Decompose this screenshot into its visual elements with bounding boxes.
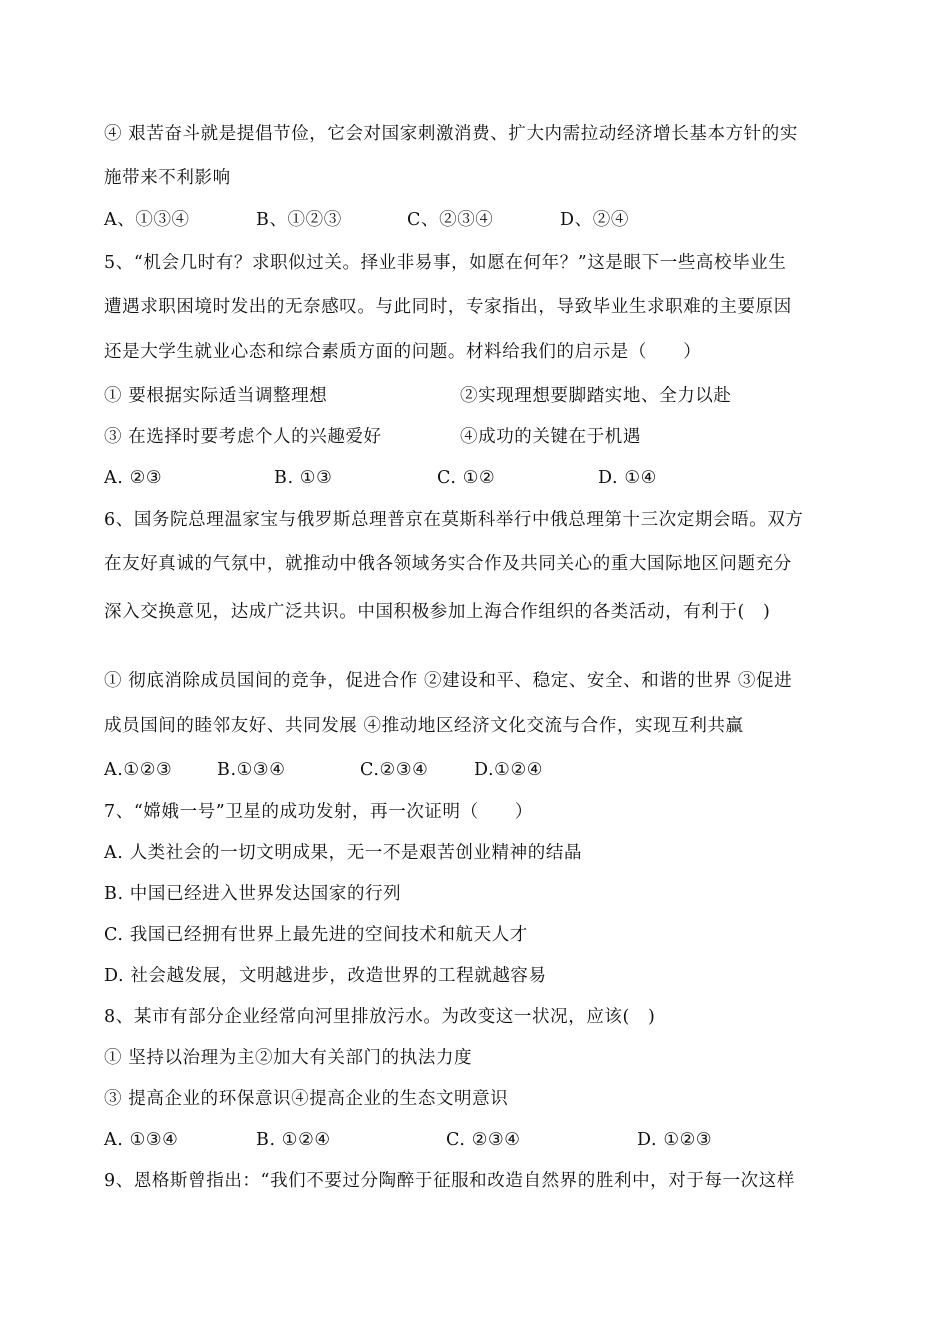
q5-stem-line3: 还是大学生就业心态和综合素质方面的问题。材料给我们的启示是（ ） (104, 342, 702, 362)
q6-stem-line3: 深入交换意见，达成广泛共识。中国积极参加上海合作组织的各类活动，有利于( ) (104, 602, 771, 622)
q4-item4-line1: ④ 艰苦奋斗就是提倡节俭，它会对国家刺激消费、扩大内需拉动经济增长基本方针的实 (104, 124, 798, 144)
q6-option-c: C.②③④ (360, 760, 429, 780)
q6-option-d: D.①②④ (474, 760, 544, 780)
q8-option-d: D. ①②③ (637, 1130, 713, 1150)
q8-option-b: B. ①②④ (256, 1130, 331, 1150)
q4-item4-line2: 施带来不利影响 (104, 168, 231, 188)
q8-stem: 8、某市有部分企业经常向河里排放污水。为改变这一状况，应该( ) (104, 1007, 656, 1027)
q5-option-a: A. ②③ (104, 468, 163, 488)
q8-items-line2: ③ 提高企业的环保意识④提高企业的生态文明意识 (104, 1089, 509, 1109)
q5-item-1: ① 要根据实际适当调整理想 (104, 386, 328, 406)
q8-option-a: A. ①③④ (104, 1130, 179, 1150)
q5-item-4: ④成功的关键在于机遇 (460, 427, 641, 447)
q6-option-b: B.①③④ (217, 760, 286, 780)
q7-option-b: B. 中国已经进入世界发达国家的行列 (104, 884, 402, 904)
q4-option-b: B、①②③ (256, 210, 342, 230)
q8-items-line1: ① 坚持以治理为主②加大有关部门的执法力度 (104, 1048, 473, 1068)
q7-option-a: A. 人类社会的一切文明成果，无一不是艰苦创业精神的结晶 (104, 843, 583, 863)
q6-items-line2: 成员国间的睦邻友好、共同发展 ④推动地区经济文化交流与合作，实现互利共赢 (104, 716, 744, 736)
q6-option-a: A.①②③ (104, 760, 173, 780)
q9-stem-line1: 9、恩格斯曾指出：“我们不要过分陶醉于征服和改造自然界的胜利中，对于每一次这样 (104, 1171, 795, 1191)
q7-option-c: C. 我国已经拥有世界上最先进的空间技术和航天人才 (104, 925, 528, 945)
q5-option-c: C. ①② (437, 468, 496, 488)
q4-option-c: C、②③④ (407, 210, 494, 230)
q6-stem-line2: 在友好真诚的气氛中，就推动中俄各领域务实合作及共同关心的重大国际地区问题充分 (104, 554, 792, 574)
q5-stem-line1: 5、“机会几时有？求职似过关。择业非易事，如愿在何年？”这是眼下一些高校毕业生 (104, 253, 787, 273)
q5-item-2: ②实现理想要脚踏实地、全力以赴 (460, 386, 732, 406)
q5-item-3: ③ 在选择时要考虑个人的兴趣爱好 (104, 427, 382, 447)
q6-stem-line1: 6、国务院总理温家宝与俄罗斯总理普京在莫斯科举行中俄总理第十三次定期会晤。双方 (104, 510, 804, 530)
q7-option-d: D. 社会越发展，文明越进步，改造世界的工程就越容易 (104, 966, 547, 986)
q4-option-d: D、②④ (560, 210, 629, 230)
q5-option-b: B. ①③ (274, 468, 333, 488)
q5-stem-line2: 遭遇求职困境时发出的无奈感叹。与此同时，专家指出，导致毕业生求职难的主要原因 (104, 297, 792, 317)
q6-items-line1: ① 彻底消除成员国间的竞争，促进合作 ②建设和平、稳定、安全、和谐的世界 ③促进 (104, 671, 793, 691)
q5-option-d: D. ①④ (598, 468, 657, 488)
q4-option-a: A、①③④ (104, 210, 190, 230)
q8-option-c: C. ②③④ (446, 1130, 521, 1150)
q7-stem: 7、“嫦娥一号”卫星的成功发射，再一次证明（ ） (104, 802, 534, 822)
